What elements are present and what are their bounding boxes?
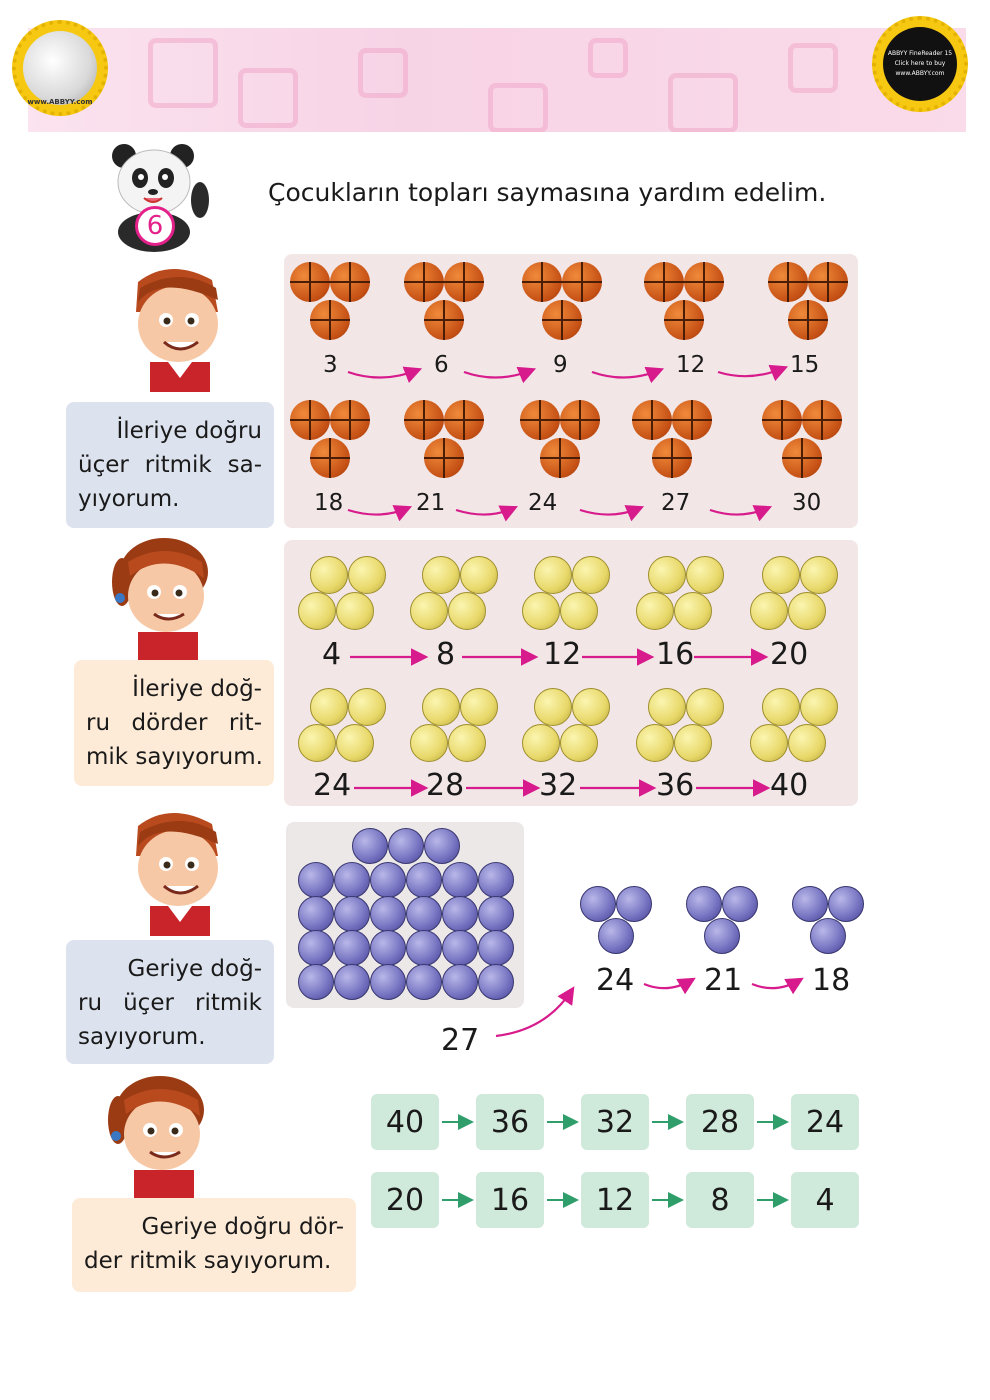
speech-line: ru üçer ritmik xyxy=(78,990,262,1016)
seal-right-line-1: ABBYY FineReader 15 xyxy=(887,50,953,57)
yellow-football-icon xyxy=(636,724,674,762)
girl-avatar-icon xyxy=(100,1070,220,1200)
basketball-icon xyxy=(644,262,684,302)
count-number: 21 xyxy=(704,963,743,998)
purple-football-icon xyxy=(388,828,424,864)
yellow-football-icon xyxy=(800,556,838,594)
purple-football-icon xyxy=(370,896,406,932)
basketball-icon xyxy=(788,300,828,340)
count-number: 21 xyxy=(416,490,446,516)
yellow-football-icon xyxy=(762,688,800,726)
yellow-football-icon xyxy=(560,724,598,762)
number-box: 40 xyxy=(371,1094,439,1150)
purple-football-icon xyxy=(442,964,478,1000)
yellow-football-icon xyxy=(298,592,336,630)
basketball-icon xyxy=(632,400,672,440)
count-number: 18 xyxy=(314,490,344,516)
count-number: 32 xyxy=(539,768,578,803)
yellow-football-icon xyxy=(686,688,724,726)
count-number: 12 xyxy=(543,637,582,672)
purple-football-icon xyxy=(478,896,514,932)
purple-football-icon xyxy=(598,918,634,954)
purple-football-icon xyxy=(406,930,442,966)
girl-avatar-icon xyxy=(104,532,224,662)
yellow-football-icon xyxy=(336,724,374,762)
yellow-football-icon xyxy=(750,592,788,630)
count-number: 24 xyxy=(313,768,352,803)
number-box: 28 xyxy=(686,1094,754,1150)
count-number: 24 xyxy=(528,490,558,516)
purple-football-icon xyxy=(442,930,478,966)
speech-line: mik sayıyorum. xyxy=(86,744,263,770)
speech-line: Geriye doğru dör- xyxy=(141,1214,344,1240)
purple-football-icon xyxy=(406,964,442,1000)
yellow-football-icon xyxy=(648,556,686,594)
number-box: 36 xyxy=(476,1094,544,1150)
count-number: 15 xyxy=(790,352,820,378)
yellow-football-icon xyxy=(298,724,336,762)
start-number: 27 xyxy=(441,1023,480,1058)
yellow-football-icon xyxy=(674,724,712,762)
speech-line: Geriye doğ- xyxy=(127,956,262,982)
basketball-icon xyxy=(520,400,560,440)
purple-football-icon xyxy=(424,828,460,864)
speech-line: İleriye doğru xyxy=(116,418,262,444)
count-number: 20 xyxy=(770,637,809,672)
purple-football-icon xyxy=(334,862,370,898)
basketball-icon xyxy=(444,400,484,440)
purple-football-icon xyxy=(298,896,334,932)
count-number: 9 xyxy=(553,352,568,378)
basketball-icon xyxy=(424,300,464,340)
yellow-football-icon xyxy=(686,556,724,594)
count-number: 8 xyxy=(436,637,456,672)
basketball-icon xyxy=(540,438,580,478)
speech-bubble-3 xyxy=(66,940,274,1064)
number-box: 20 xyxy=(371,1172,439,1228)
speech-bubble-4 xyxy=(72,1198,356,1292)
purple-football-icon xyxy=(334,964,370,1000)
yellow-football-icon xyxy=(422,556,460,594)
purple-football-icon xyxy=(334,896,370,932)
yellow-football-icon xyxy=(410,724,448,762)
purple-football-icon xyxy=(722,886,758,922)
purple-football-icon xyxy=(686,886,722,922)
yellow-football-icon xyxy=(522,724,560,762)
seal-right-line-2: Click here to buy xyxy=(894,60,946,67)
basketball-icon xyxy=(562,262,602,302)
yellow-football-icon xyxy=(572,688,610,726)
number-box: 16 xyxy=(476,1172,544,1228)
speech-line: yıyorum. xyxy=(78,486,180,512)
purple-football-icon xyxy=(406,862,442,898)
yellow-football-icon xyxy=(348,556,386,594)
number-box: 32 xyxy=(581,1094,649,1150)
basketball-icon xyxy=(330,400,370,440)
purple-football-icon xyxy=(810,918,846,954)
purple-football-icon xyxy=(478,862,514,898)
count-number: 6 xyxy=(434,352,449,378)
abbyy-seal-left xyxy=(12,20,108,116)
purple-football-icon xyxy=(478,964,514,1000)
count-number: 36 xyxy=(656,768,695,803)
purple-football-icon xyxy=(616,886,652,922)
number-box: 4 xyxy=(791,1172,859,1228)
speech-line: sayıyorum. xyxy=(78,1024,206,1050)
basketball-icon xyxy=(684,262,724,302)
purple-football-icon xyxy=(298,862,334,898)
purple-football-icon xyxy=(352,828,388,864)
count-number: 24 xyxy=(596,963,635,998)
boy-avatar-icon xyxy=(120,262,240,392)
basketball-icon xyxy=(802,400,842,440)
header-banner xyxy=(28,28,966,132)
number-box: 12 xyxy=(581,1172,649,1228)
count-number: 30 xyxy=(792,490,822,516)
purple-football-icon xyxy=(478,930,514,966)
arrow-icon xyxy=(752,980,800,988)
basketball-icon xyxy=(808,262,848,302)
yellow-football-icon xyxy=(310,556,348,594)
boy-avatar-icon xyxy=(120,806,240,936)
purple-football-icon xyxy=(792,886,828,922)
count-number: 12 xyxy=(676,352,706,378)
yellow-football-icon xyxy=(310,688,348,726)
count-number: 3 xyxy=(323,352,338,378)
arrow-icon xyxy=(644,980,692,988)
count-number: 16 xyxy=(656,637,695,672)
basketball-icon xyxy=(664,300,704,340)
basketball-icon xyxy=(762,400,802,440)
count-number: 40 xyxy=(770,768,809,803)
speech-line: İleriye doğ- xyxy=(132,676,262,702)
basketball-icon xyxy=(522,262,562,302)
yellow-football-icon xyxy=(788,724,826,762)
page-title: Çocukların topları saymasına yardım edelim. xyxy=(268,178,827,207)
activity-number-badge: 6 xyxy=(135,206,175,246)
yellow-football-icon xyxy=(572,556,610,594)
purple-football-icon xyxy=(704,918,740,954)
seal-left-text: www.ABBYY.com xyxy=(27,98,93,106)
basketball-icon xyxy=(672,400,712,440)
purple-football-icon xyxy=(370,862,406,898)
number-box: 8 xyxy=(686,1172,754,1228)
count-number: 28 xyxy=(426,768,465,803)
seal-right-line-3: www.ABBYY.com xyxy=(895,70,945,77)
basketball-icon xyxy=(424,438,464,478)
yellow-football-icon xyxy=(534,556,572,594)
abbyy-seal-right[interactable] xyxy=(872,16,968,112)
yellow-football-icon xyxy=(336,592,374,630)
speech-line: der ritmik sayıyorum. xyxy=(84,1248,332,1274)
yellow-football-icon xyxy=(750,724,788,762)
yellow-football-icon xyxy=(560,592,598,630)
basketball-icon xyxy=(310,300,350,340)
yellow-football-icon xyxy=(522,592,560,630)
purple-football-icon xyxy=(370,930,406,966)
yellow-football-icon xyxy=(636,592,674,630)
yellow-football-icon xyxy=(534,688,572,726)
basketball-icon xyxy=(290,262,330,302)
yellow-football-icon xyxy=(410,592,448,630)
purple-football-icon xyxy=(828,886,864,922)
purple-football-icon xyxy=(580,886,616,922)
count-number: 4 xyxy=(322,637,342,672)
yellow-football-icon xyxy=(788,592,826,630)
basketball-icon xyxy=(782,438,822,478)
yellow-football-icon xyxy=(348,688,386,726)
yellow-football-icon xyxy=(762,556,800,594)
basketball-icon xyxy=(444,262,484,302)
purple-football-icon xyxy=(370,964,406,1000)
basketball-icon xyxy=(404,262,444,302)
count-number: 18 xyxy=(812,963,851,998)
speech-line: üçer ritmik sa- xyxy=(78,452,262,478)
yellow-football-icon xyxy=(448,592,486,630)
basketball-icon xyxy=(652,438,692,478)
basketball-icon xyxy=(290,400,330,440)
purple-football-icon xyxy=(298,964,334,1000)
basketball-icon xyxy=(560,400,600,440)
speech-bubble-2 xyxy=(74,660,274,786)
basketball-icon xyxy=(310,438,350,478)
speech-line: ru dörder rit- xyxy=(86,710,262,736)
purple-football-icon xyxy=(442,896,478,932)
purple-football-icon xyxy=(298,930,334,966)
purple-football-icon xyxy=(334,930,370,966)
yellow-football-icon xyxy=(648,688,686,726)
yellow-football-icon xyxy=(460,556,498,594)
purple-football-icon xyxy=(442,862,478,898)
basketball-icon xyxy=(768,262,808,302)
yellow-football-icon xyxy=(674,592,712,630)
number-box: 24 xyxy=(791,1094,859,1150)
speech-bubble-1 xyxy=(66,402,274,528)
basketball-icon xyxy=(542,300,582,340)
yellow-football-icon xyxy=(800,688,838,726)
yellow-football-icon xyxy=(448,724,486,762)
basketball-icon xyxy=(330,262,370,302)
yellow-football-icon xyxy=(422,688,460,726)
purple-football-icon xyxy=(406,896,442,932)
basketball-icon xyxy=(404,400,444,440)
yellow-football-icon xyxy=(460,688,498,726)
count-number: 27 xyxy=(661,490,691,516)
